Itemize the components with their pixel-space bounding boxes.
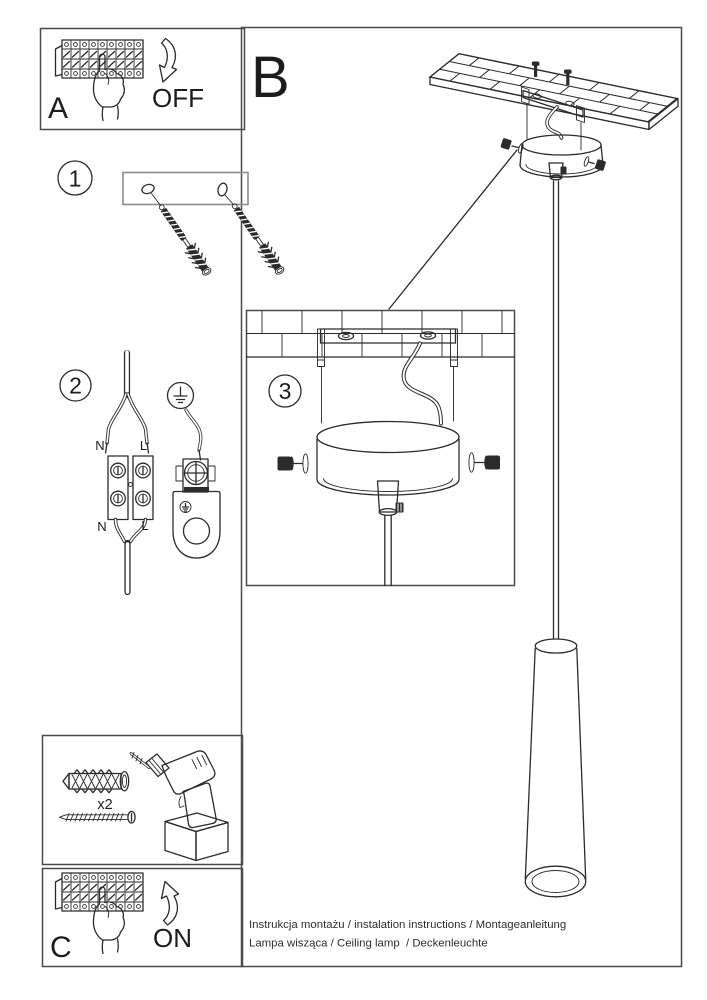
breaker-panel-icon: [56, 40, 144, 121]
leader-line: [389, 150, 517, 309]
side-screw-left-main: [500, 138, 524, 154]
mounting-bracket: [318, 329, 458, 367]
pendant-cord-inset: [385, 516, 391, 586]
section-label-b: B: [251, 45, 290, 110]
drill-icon: [131, 751, 228, 861]
section-label-c: C: [50, 931, 72, 964]
earth-ground-icon: [168, 383, 194, 409]
label-off: OFF: [152, 83, 204, 113]
step-2: [60, 352, 220, 592]
side-screw-left: [278, 454, 309, 473]
step-number-3: 3: [278, 378, 292, 404]
power-off-step: [48, 39, 204, 126]
panel-b-frame: [242, 28, 682, 967]
pendant-shade: [525, 639, 585, 897]
main-illustration: [389, 54, 678, 897]
section-label-a: A: [48, 92, 69, 125]
tools-box-content: [60, 751, 229, 861]
ground-clamp: [173, 459, 220, 558]
arrow-down-icon: [160, 39, 177, 83]
label-n-top: N: [95, 438, 105, 453]
step-1: [58, 161, 287, 278]
power-on-step: [50, 873, 192, 964]
wall-anchor-icon: [63, 770, 129, 793]
footer-line2: Lampa wisząca / Ceiling lamp / Deckenleuchte: [249, 937, 488, 950]
label-l-bottom: L: [141, 518, 149, 533]
ceiling-brick-band: [247, 311, 515, 358]
arrow-up-icon: [162, 882, 179, 926]
wood-screw-icon: [60, 811, 136, 823]
plate-hole-left: [141, 183, 156, 195]
cord-grip: [378, 481, 404, 515]
step-3-inset: [247, 311, 515, 586]
label-l-top: L: [139, 438, 148, 453]
inset-frame: [247, 311, 515, 586]
pendant-cord: [554, 181, 559, 638]
label-on: ON: [153, 923, 192, 953]
ceiling-panel: [430, 54, 678, 130]
anchor-quantity: x2: [97, 797, 113, 813]
canopy-wire: [404, 344, 441, 424]
step-number-1: 1: [68, 165, 82, 192]
footer-line1: Instrukcja montażu / instalation instructions / Montageanleitung: [249, 919, 567, 931]
step-number-2: 2: [69, 372, 82, 399]
screw-anchor-icon: [228, 200, 287, 277]
label-n-bottom: N: [97, 519, 107, 534]
ceiling-canopy: [317, 422, 459, 495]
terminal-block: [108, 456, 153, 520]
screw-anchor-icon: [155, 201, 214, 278]
side-screw-right: [469, 453, 500, 472]
ground-wire: [186, 410, 201, 460]
plate-hole-right: [217, 182, 229, 197]
